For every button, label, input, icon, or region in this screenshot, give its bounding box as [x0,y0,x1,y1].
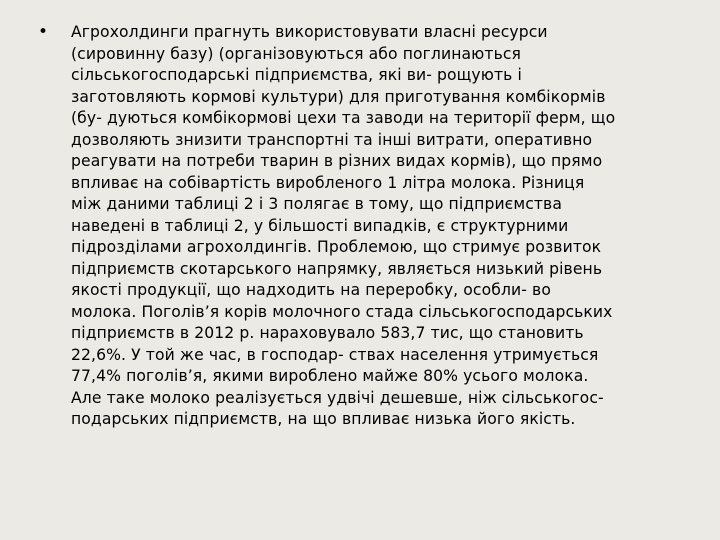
text-line: підприємств скотарського напрямку, являється низький рівень [71,259,603,278]
text-line: наведені в таблиці 2, у більшості випадків, є структурними [71,216,569,235]
text-line: молока. Поголів’я корів молочного стада сільськогосподарських [71,302,613,321]
text-line: (сировинну базу) (організовуються або поглинаються [71,44,522,63]
text-line: якості продукції, що надходить на переробку, особли- во [71,281,551,299]
text-line: Агрохолдинги прагнуть використовувати власні ресурси [71,23,548,41]
text-line: 22,6%. У той же час, в господар- ствах населення утримується [71,345,599,364]
text-line: Але таке молоко реалізується удвічі дешевше, ніж сільськогос- [71,388,604,407]
text-line: підрозділами агрохолдингів. Проблемою, що стримує розвиток [71,238,602,256]
text-line: (бу- дуються комбікормові цехи та заводи на території ферм, що [71,109,616,127]
paragraph-text [71,22,710,431]
text-line: між даними таблиці 2 і 3 полягає в тому, що підприємства [71,195,563,213]
text-line: сільськогосподарські підприємства, які ви- рощують і [71,66,522,84]
text-line: 77,4% поголів’я, якими вироблено майже 80% усього молока. [71,367,589,385]
bullet-icon: • [38,22,49,42]
text-line: підприємств в 2012 р. нараховувало 583,7 тис, що становить [71,324,584,342]
text-line: дозволяють знизити транспортні та інші витрати, оперативно [71,130,593,149]
text-line: впливає на собівартість виробленого 1 літра молока. Різниця [71,173,585,192]
text-line: заготовляють кормові культури) для приготування комбікормів [71,87,606,106]
text-line: подарських підприємств, на що впливає низька його якість. [71,410,576,428]
text-line: реагувати на потреби тварин в різних видах кормів), що прямо [71,152,603,170]
